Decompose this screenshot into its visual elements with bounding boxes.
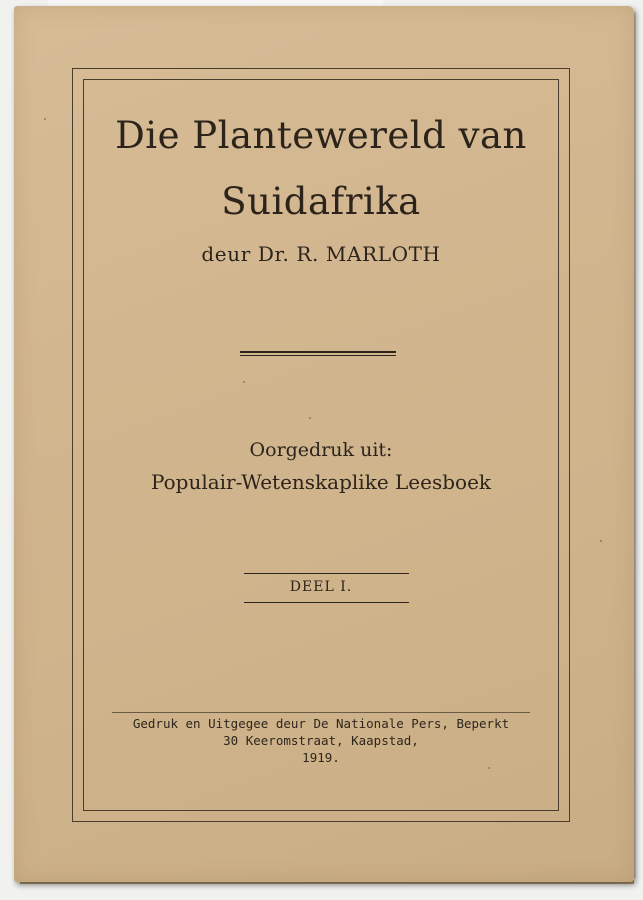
imprint-rule: [112, 712, 530, 713]
reprint-label: Oorgedruk uit:: [249, 439, 393, 461]
double-rule-divider: [240, 351, 396, 356]
paper-speck: [243, 381, 245, 383]
title-line-1: Die Plantewereld van: [115, 114, 527, 157]
part-rule-top: [244, 573, 409, 574]
paper-speck: [600, 540, 602, 542]
paper-speck: [44, 118, 46, 120]
paper-speck: [309, 417, 311, 419]
author-line: deur Dr. R. MARLOTH: [201, 242, 441, 266]
imprint-address: 30 Keeromstraat, Kaapstad,: [223, 733, 419, 748]
paper-speck: [488, 767, 490, 769]
part-rule-bottom: [244, 602, 409, 603]
source-book-title: Populair-Wetenskaplike Leesboek: [150, 470, 492, 494]
title-line-2: Suidafrika: [221, 180, 421, 223]
part-label: DEEL I.: [289, 579, 353, 595]
imprint-publisher: Gedruk en Uitgegee deur De Nationale Pers, Beperkt: [132, 716, 510, 731]
imprint-year: 1919.: [302, 750, 340, 765]
